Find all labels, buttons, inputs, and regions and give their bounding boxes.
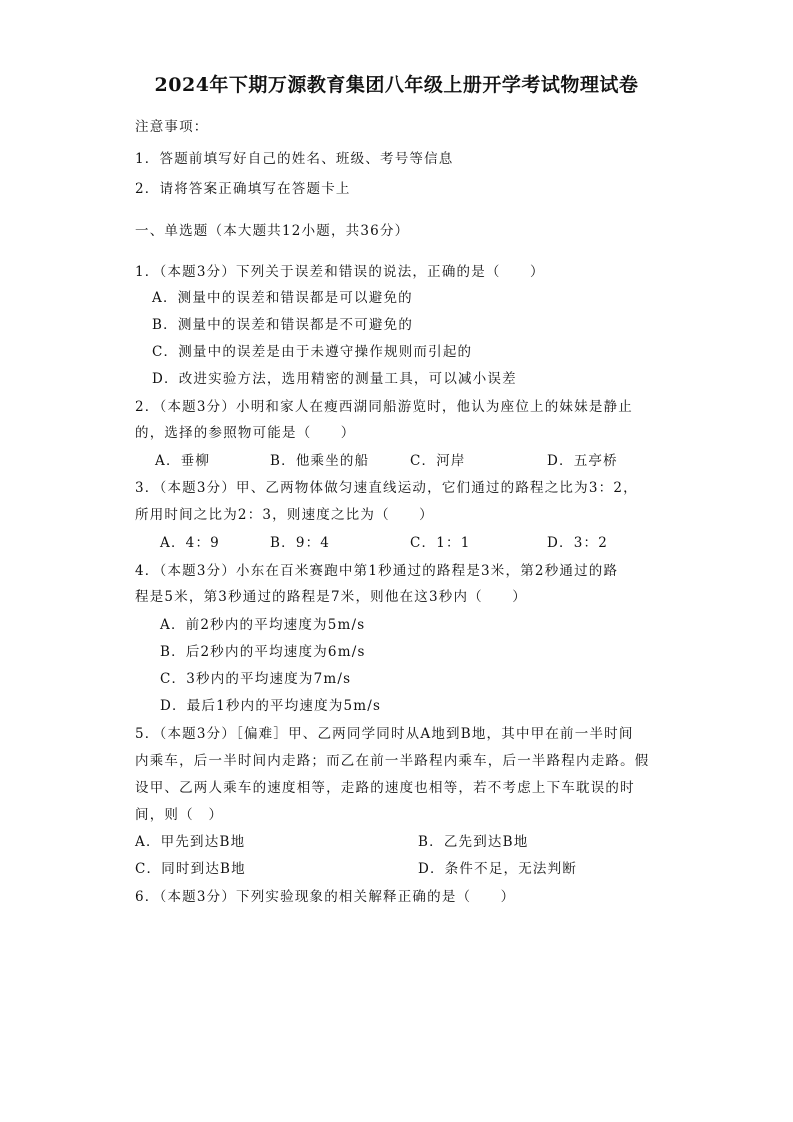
q3-stem-line1: 3．（本题3分）甲、乙两物体做匀速直线运动，它们通过的路程之比为3：2，: [135, 480, 638, 496]
q5-stem-line2: 内乘车，后一半时间内走路；而乙在前一半路程内乘车，后一半路程内走路。假: [135, 753, 650, 769]
notice-item-2: 2．请将答案正确填写在答题卡上: [135, 181, 351, 197]
q4-option-a: A．前2秒内的平均速度为5m/s: [160, 617, 366, 633]
q3-option-d: D．3：2: [547, 535, 609, 551]
q2-stem-line2: 的，选择的参照物可能是（ ）: [135, 425, 356, 441]
q5-option-b: B．乙先到达B地: [418, 834, 529, 850]
q2-option-b: B．他乘坐的船: [270, 453, 370, 469]
notice-item-1: 1．答题前填写好自己的姓名、班级、考号等信息: [135, 151, 454, 167]
q3-option-b: B．9：4: [270, 535, 331, 551]
q4-option-c: C．3秒内的平均速度为7m/s: [160, 671, 352, 687]
q2-stem-line1: 2．（本题3分）小明和家人在瘦西湖同船游览时，他认为座位上的妹妹是静止: [135, 399, 633, 415]
q3-option-c: C．1：1: [410, 535, 471, 551]
q5-option-a: A．甲先到达B地: [135, 834, 246, 850]
q5-stem-line4: 间，则（ ）: [135, 807, 224, 823]
q1-option-b: B．测量中的误差和错误都是不可避免的: [152, 317, 414, 333]
section-heading: 一、单选题（本大题共12小题，共36分）: [135, 223, 410, 239]
q3-option-a: A．4：9: [160, 535, 220, 551]
q4-option-b: B．后2秒内的平均速度为6m/s: [160, 644, 366, 660]
q1-option-c: C．测量中的误差是由于未遵守操作规则而引起的: [152, 344, 473, 360]
q5-option-c: C．同时到达B地: [135, 861, 246, 877]
exam-title: 2024年下期万源教育集团八年级上册开学考试物理试卷: [154, 74, 639, 96]
q4-option-d: D．最后1秒内的平均速度为5m/s: [160, 698, 382, 714]
q5-stem-line1: 5．（本题3分）［偏难］甲、乙两同学同时从A地到B地，其中甲在前一半时间: [135, 726, 634, 742]
q2-option-a: A．垂柳: [155, 453, 211, 469]
q1-option-d: D．改进实验方法，选用精密的测量工具，可以减小误差: [152, 371, 517, 387]
q4-stem-line2: 程是5米，第3秒通过的路程是7米，则他在这3秒内（ ）: [135, 589, 527, 605]
q6-stem: 6．（本题3分）下列实验现象的相关解释正确的是（ ）: [135, 889, 516, 905]
q1-option-a: A．测量中的误差和错误都是可以避免的: [152, 290, 413, 306]
notice-heading: 注意事项：: [135, 119, 209, 135]
q3-stem-line2: 所用时间之比为2：3，则速度之比为（ ）: [135, 507, 434, 523]
q2-option-c: C．河岸: [410, 453, 466, 469]
q5-option-d: D．条件不足，无法判断: [418, 861, 578, 877]
q5-stem-line3: 设甲、乙两人乘车的速度相等，走路的速度也相等，若不考虑上下车耽误的时: [135, 780, 635, 796]
q4-stem-line1: 4．（本题3分）小东在百米赛跑中第1秒通过的路程是3米，第2秒通过的路: [135, 563, 619, 579]
q2-option-d: D．五亭桥: [547, 453, 618, 469]
q1-stem: 1．（本题3分）下列关于误差和错误的说法，正确的是（ ）: [135, 264, 545, 280]
